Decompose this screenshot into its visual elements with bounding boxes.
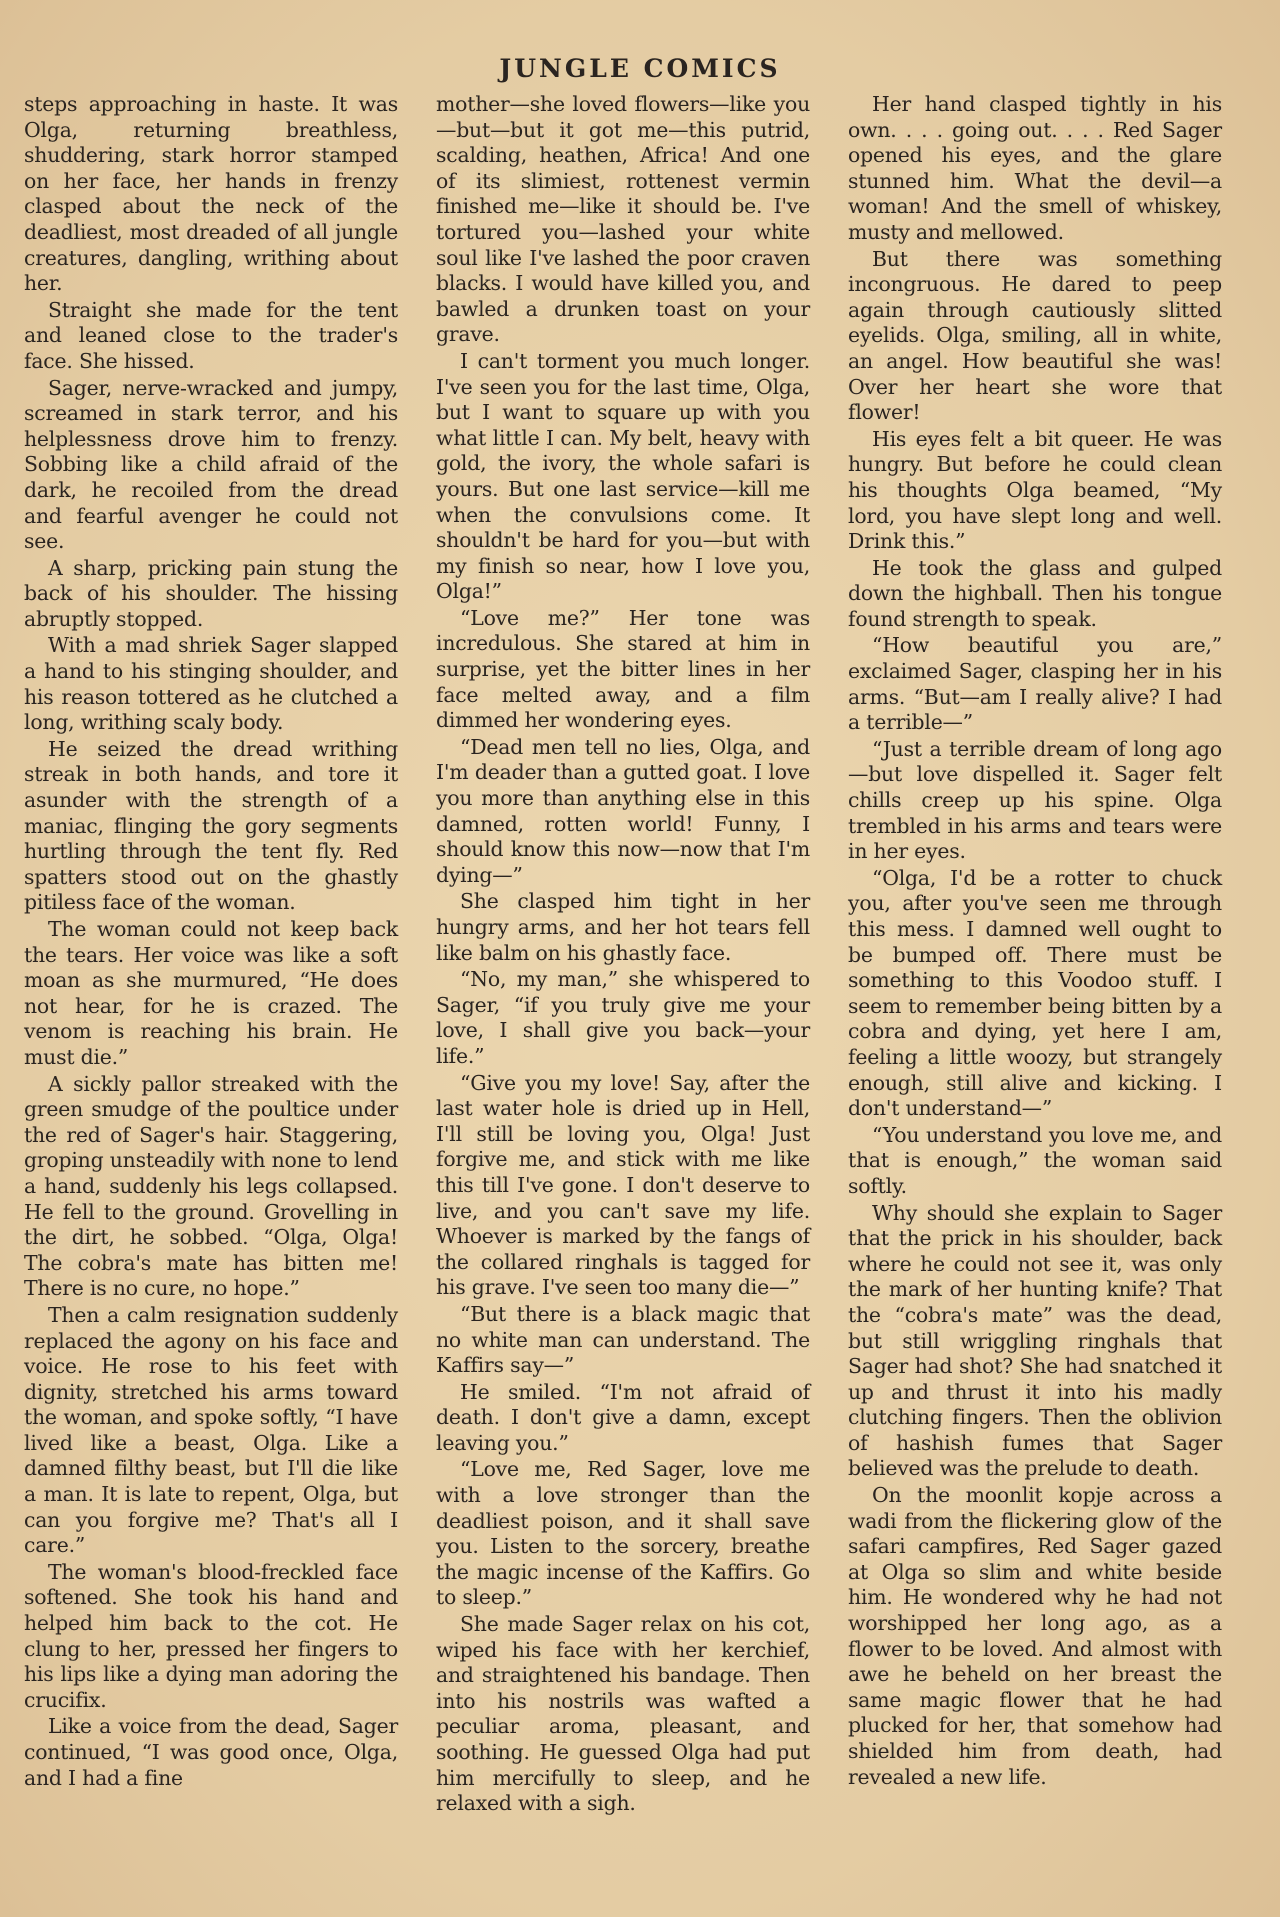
- paragraph: Then a calm resignation suddenly replaced the agony on his face and voice. He rose to his feet with dignity, stretched his arms toward the woman, and spoke softly, “I have lived like a beast, Olga. Like a damned filthy beast, but I'll die like a man. It is late to repent, Olga, but can you forgive me? That's all I care.”: [24, 1302, 398, 1558]
- paragraph: Like a voice from the dead, Sager continued, “I was good once, Olga, and I had a fine: [24, 1714, 398, 1790]
- paragraph: She made Sager relax on his cot, wiped his face with her kerchief, and straightened his bandage. Then into his nostrils was wafted a peculiar aroma, pleasant, and soothing. He guessed Olga had put him mercifully to sleep, and he relaxed with a sigh.: [436, 1612, 810, 1816]
- paragraph: “You understand you love me, and that is enough,” the woman said softly.: [848, 1122, 1222, 1198]
- paragraph: The woman's blood-freckled face softened. She took his hand and helped him back to the cot. He clung to her, pressed her fingers to his lips like a dying man adoring the crucifix.: [24, 1559, 398, 1712]
- paragraph: He took the glass and gulped down the highball. Then his tongue found strength to speak.: [848, 555, 1222, 631]
- paragraph: “Give you my love! Say, after the last water hole is dried up in Hell, I'll still be loving you, Olga! Just forgive me, and stick with me like this till I've gone. I don't deserve to live, and you can't save my life. Whoever is marked by the fangs of the collared ringhals is tagged for his grave. I've seen too many die—”: [436, 1070, 810, 1300]
- text-column-3: [848, 92, 1222, 1790]
- paragraph: He seized the dread writhing streak in both hands, and tore it asunder with the strength of a maniac, flinging the gory segments hurtling through the tent fly. Red spatters stood out on the ghastly pitiless face of the woman.: [24, 736, 398, 915]
- paragraph: A sharp, pricking pain stung the back of his shoulder. The hissing abruptly stopped.: [24, 555, 398, 631]
- paragraph: She clasped him tight in her hungry arms, and her hot tears fell like balm on his ghastly face.: [436, 889, 810, 965]
- paragraph: Her hand clasped tightly in his own. . . . going out. . . . Red Sager opened his eyes, and the glare stunned him. What the devil—a woman! And the smell of whiskey, musty and mellowed.: [848, 92, 1222, 244]
- page-header: JUNGLE COMICS: [499, 54, 781, 83]
- paragraph: A sickly pallor streaked with the green smudge of the poultice under the red of Sager's hair. Staggering, groping unsteadily with none to lend a hand, suddenly his legs collapsed. He fell to the ground. Grovelling in the dirt, he sobbed. “Olga, Olga! The cobra's mate has bitten me! There is no cure, no hope.”: [24, 1071, 398, 1301]
- paragraph: He smiled. “I'm not afraid of death. I don't give a damn, except leaving you.”: [436, 1379, 810, 1455]
- paragraph: I can't torment you much longer. I've seen you for the last time, Olga, but I want to square up with you what little I can. My belt, heavy with gold, the ivory, the whole safari is yours. But one last service—kill me when the convulsions come. It shouldn't be hard for you—but with my finish so near, how I love you, Olga!”: [436, 348, 810, 604]
- paragraph: “How beautiful you are,” exclaimed Sager, clasping her in his arms. “But—am I really alive? I had a terrible—”: [848, 633, 1222, 735]
- paragraph: The woman could not keep back the tears. Her voice was like a soft moan as she murmured, “He does not hear, for he is crazed. The venom is reaching his brain. He must die.”: [24, 917, 398, 1069]
- paragraph: But there was something incongruous. He dared to peep again through cautiously slitted eyelids. Olga, smiling, all in white, an angel. How beautiful she was! Over her heart she wore that flower!: [848, 246, 1222, 425]
- paragraph: “Love me?” Her tone was incredulous. She stared at him in surprise, yet the bitter lines in her face melted away, and a film dimmed her wondering eyes.: [436, 605, 810, 733]
- paragraph: “No, my man,” she whispered to Sager, “if you truly give me your love, I shall give you back—your life.”: [436, 967, 810, 1068]
- text-column-2: [436, 92, 810, 1817]
- paragraph: “Olga, I'd be a rotter to chuck you, after you've seen me through this mess. I damned well ought to be bumped off. There must be something to this Voodoo stuff. I seem to remember being bitten by a cobra and dying, yet here I am, feeling a little woozy, but strangely enough, still alive and kicking. I don't understand—”: [848, 865, 1222, 1121]
- paragraph: mother—she loved flowers—like you—but—but it got me—this putrid, scalding, heathen, Africa! And one of its slimiest, rottenest vermin finished me—like it should be. I've tortured you—lashed your white soul like I've lashed the poor craven blacks. I would have killed you, and bawled a drunken toast on your grave.: [436, 92, 810, 347]
- paragraph: “Just a terrible dream of long ago—but love dispelled it. Sager felt chills creep up his spine. Olga trembled in his arms and tears were in her eyes.: [848, 736, 1222, 864]
- paragraph: Straight she made for the tent and leaned close to the trader's face. She hissed.: [24, 297, 398, 373]
- text-column-1: [24, 92, 398, 1791]
- paragraph: “Dead men tell no lies, Olga, and I'm deader than a gutted goat. I love you more than anything else in this damned, rotten world! Funny, I should know this now—now that I'm dying—”: [436, 734, 810, 887]
- paragraph: On the moonlit kopje across a wadi from the flickering glow of the safari campfires, Red Sager gazed at Olga so slim and white beside him. He wondered why he had not worshipped her long ago, as a flower to be loved. And almost with awe he beheld on her breast the same magic flower that he had plucked for her, that somehow had shielded him from death, had revealed a new life.: [848, 1483, 1222, 1789]
- paragraph: Why should she explain to Sager that the prick in his shoulder, back where he could not see it, was only the mark of her hunting knife? That the “cobra's mate” was the dead, but still wriggling ringhals that Sager had shot? She had snatched it up and thrust it into his madly clutching fingers. Then the oblivion of hashish fumes that Sager believed was the prelude to death.: [848, 1200, 1222, 1481]
- paragraph: steps approaching in haste. It was Olga, returning breathless, shuddering, stark horror stamped on her face, her hands in frenzy clasped about the neck of the deadliest, most dreaded of all jungle creatures, dangling, writhing about her.: [24, 92, 398, 296]
- paragraph: With a mad shriek Sager slapped a hand to his stinging shoulder, and his reason tottered as he clutched a long, writhing scaly body.: [24, 633, 398, 735]
- paragraph: His eyes felt a bit queer. He was hungry. But before he could clean his thoughts Olga beamed, “My lord, you have slept long and well. Drink this.”: [848, 426, 1222, 554]
- paragraph: Sager, nerve-wracked and jumpy, screamed in stark terror, and his helplessness drove him to frenzy. Sobbing like a child afraid of the dark, he recoiled from the dread and fearful avenger he could not see.: [24, 375, 398, 554]
- paragraph: “But there is a black magic that no white man can understand. The Kaffirs say—”: [436, 1301, 810, 1378]
- paragraph: “Love me, Red Sager, love me with a love stronger than the deadliest poison, and it shall save you. Listen to the sorcery, breathe the magic incense of the Kaffirs. Go to sleep.”: [436, 1457, 810, 1610]
